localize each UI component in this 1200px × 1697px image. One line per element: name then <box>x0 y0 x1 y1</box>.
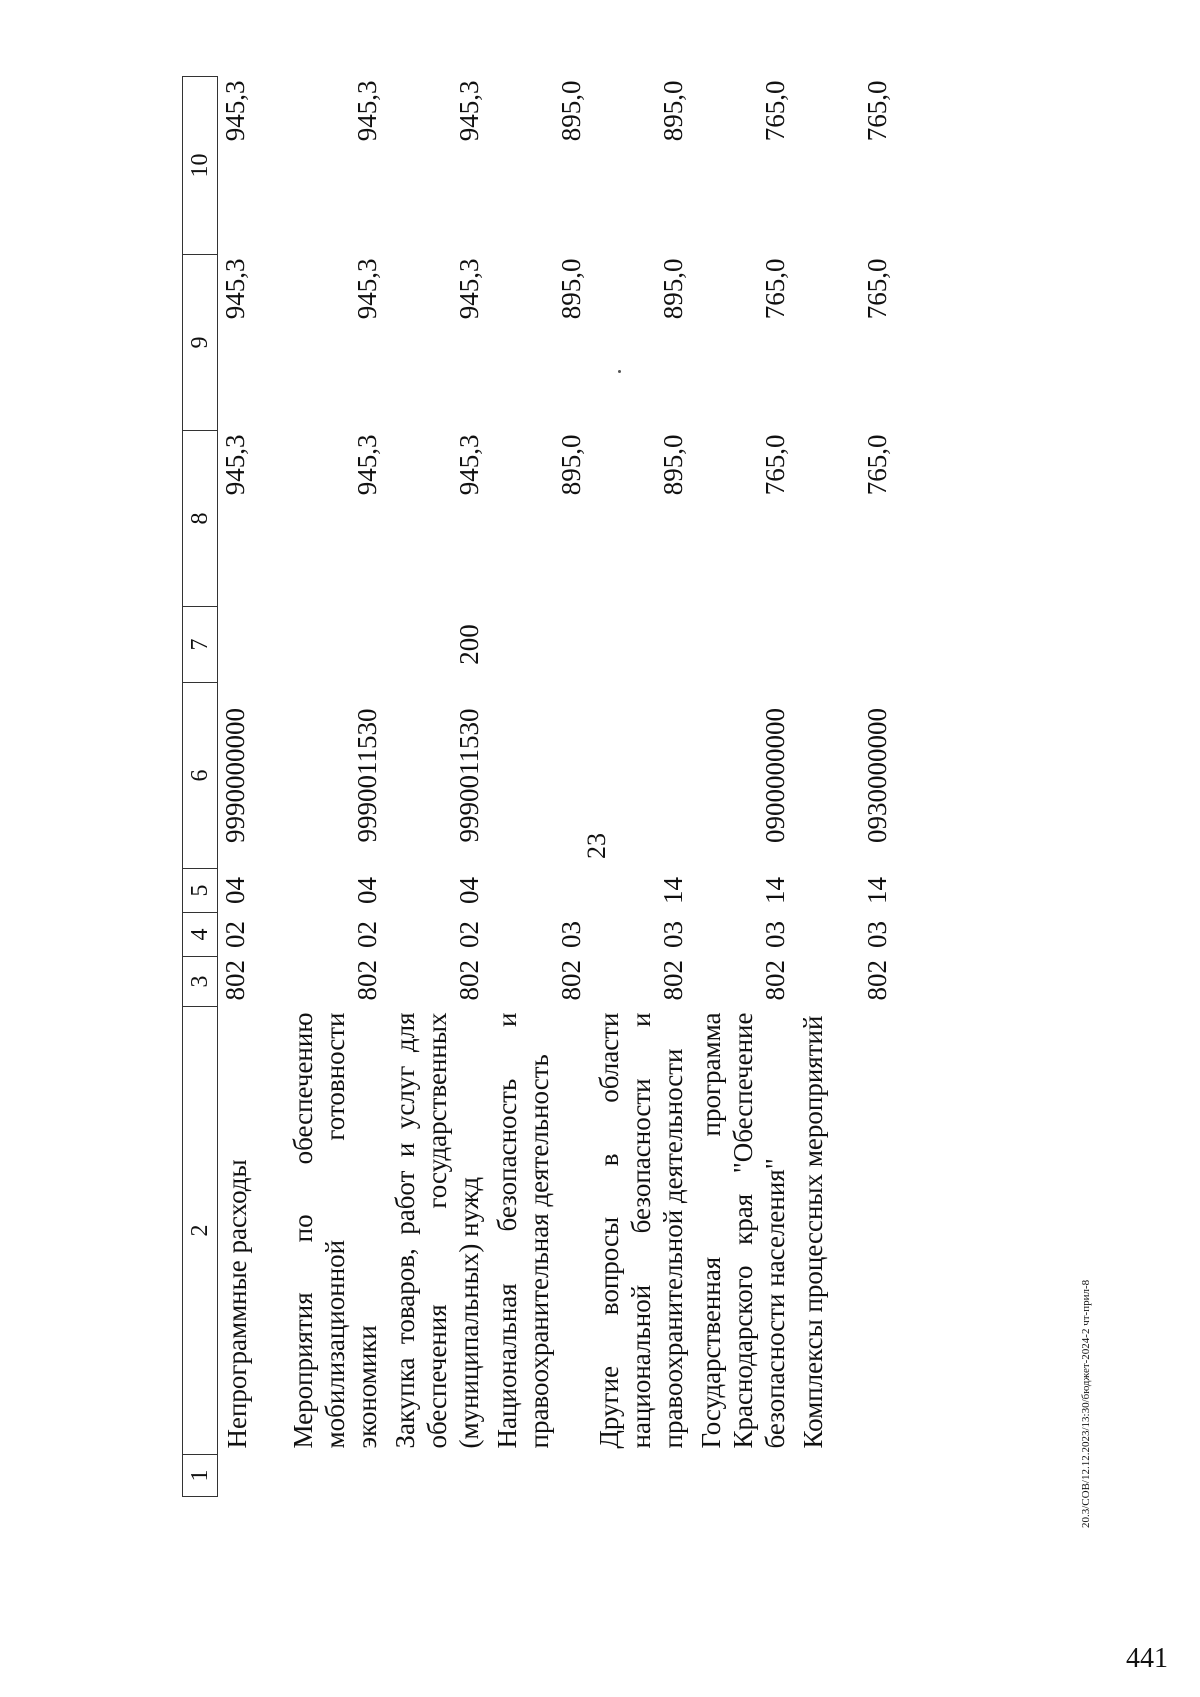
cell-c1 <box>794 1455 896 1497</box>
cell-c8: 765,0 <box>760 434 791 496</box>
header-cell: 10 <box>183 77 218 255</box>
cell-c9: 895,0 <box>658 258 689 320</box>
cell-c9: 945,3 <box>220 258 250 320</box>
cell-c4: 03 <box>658 921 689 948</box>
cell-c4: 02 <box>220 921 250 948</box>
cell-c1 <box>488 1455 590 1497</box>
cell-c8: 895,0 <box>556 434 587 496</box>
cell-c3: 802 <box>556 960 587 1001</box>
header-cell: 4 <box>183 913 218 957</box>
cell-c9: 945,3 <box>352 258 383 320</box>
cell-c10: 945,3 <box>352 80 383 142</box>
row-description: Мероприятия по обеспечению мобилизационной готовности экономики <box>288 1012 382 1449</box>
table-row <box>590 77 692 1497</box>
header-cell: 5 <box>183 869 218 913</box>
cell-c10: 895,0 <box>658 80 689 142</box>
cell-c1 <box>386 1455 488 1497</box>
cell-c7 <box>284 607 386 683</box>
cell-c5: 14 <box>760 877 791 904</box>
cell-c3: 802 <box>220 960 250 1001</box>
cell-c9: 765,0 <box>862 258 893 320</box>
cell-c10: 945,3 <box>220 80 250 142</box>
cell-c10: 945,3 <box>454 80 485 142</box>
row-description: Закупка товаров, работ и услуг для обеспечения государственных (муниципальных) нужд <box>390 1012 484 1449</box>
table-row <box>488 77 590 1497</box>
cell-c6: 9990000000 <box>220 708 250 843</box>
cell-c4: 03 <box>862 921 893 948</box>
page-number: 23 <box>582 833 611 859</box>
cell-c9: 895,0 <box>556 258 587 320</box>
sheet-number: 441 <box>1126 1643 1168 1674</box>
cell-c3: 802 <box>454 960 485 1001</box>
cell-c6: 0930000000 <box>862 708 893 843</box>
header-row <box>183 77 218 1497</box>
cell-c7 <box>590 607 692 683</box>
header-cell: 9 <box>183 255 218 431</box>
document-footer-code: 20.3/СОВ/12.12.2023/13:30/бюджет-2024-2 чт-прил-8 <box>1080 1279 1092 1528</box>
cell-c5 <box>488 869 590 913</box>
cell-c6 <box>590 683 692 869</box>
cell-c5: 04 <box>352 877 383 904</box>
cell-c1 <box>590 1455 692 1497</box>
cell-c10: 765,0 <box>760 80 791 142</box>
cell-c7 <box>794 607 896 683</box>
cell-c10: 895,0 <box>556 80 587 142</box>
row-description: Непрограммные расходы <box>222 1159 252 1449</box>
cell-c7 <box>488 607 590 683</box>
cell-c4: 02 <box>352 921 383 948</box>
row-description: Государственная программа Краснодарского края "Обеспечение безопасности населения" <box>696 1012 790 1449</box>
cell-c9: 945,3 <box>454 258 485 320</box>
table-row <box>218 77 285 1497</box>
cell-c7: 200 <box>454 624 485 665</box>
cell-c7 <box>218 607 285 683</box>
budget-table-sheet <box>182 77 942 1497</box>
cell-c1 <box>218 1455 285 1497</box>
cell-c6: 9990011530 <box>352 708 383 843</box>
table-row <box>794 77 896 1497</box>
cell-c4: 03 <box>760 921 791 948</box>
cell-c4: 03 <box>556 921 587 948</box>
table-row <box>284 77 386 1497</box>
cell-c6 <box>488 683 590 869</box>
cell-c10: 765,0 <box>862 80 893 142</box>
header-cell: 6 <box>183 683 218 869</box>
cell-c8: 945,3 <box>352 434 383 496</box>
cell-c5: 04 <box>454 877 485 904</box>
cell-c8: 945,3 <box>454 434 485 496</box>
header-cell: 7 <box>183 607 218 683</box>
row-description: Национальная безопасность и правоохранительная деятельность <box>492 1012 554 1449</box>
cell-c6: 9990011530 <box>454 708 485 843</box>
header-cell: 2 <box>183 1007 218 1455</box>
cell-c9: 765,0 <box>760 258 791 320</box>
cell-c1 <box>692 1455 794 1497</box>
cell-c5: 14 <box>862 877 893 904</box>
cell-c3: 802 <box>760 960 791 1001</box>
cell-c5: 14 <box>658 877 689 904</box>
cell-c7 <box>692 607 794 683</box>
header-cell: 8 <box>183 431 218 607</box>
cell-c4: 02 <box>454 921 485 948</box>
table-row <box>386 77 488 1497</box>
cell-c3: 802 <box>658 960 689 1001</box>
row-description: Другие вопросы в области национальной безопасности и правоохранительной деятельности <box>594 1012 688 1449</box>
cell-c3: 802 <box>352 960 383 1001</box>
cell-c1 <box>284 1455 386 1497</box>
budget-table <box>182 76 896 1497</box>
table-row <box>692 77 794 1497</box>
row-description: Комплексы процессных мероприятий <box>798 1015 828 1449</box>
cell-c8: 945,3 <box>220 434 250 496</box>
header-cell: 3 <box>183 957 218 1007</box>
header-cell: 1 <box>183 1455 218 1497</box>
cell-c6: 0900000000 <box>760 708 791 843</box>
cell-c3: 802 <box>862 960 893 1001</box>
cell-c8: 895,0 <box>658 434 689 496</box>
cell-c5: 04 <box>220 877 250 904</box>
cell-c8: 765,0 <box>862 434 893 496</box>
